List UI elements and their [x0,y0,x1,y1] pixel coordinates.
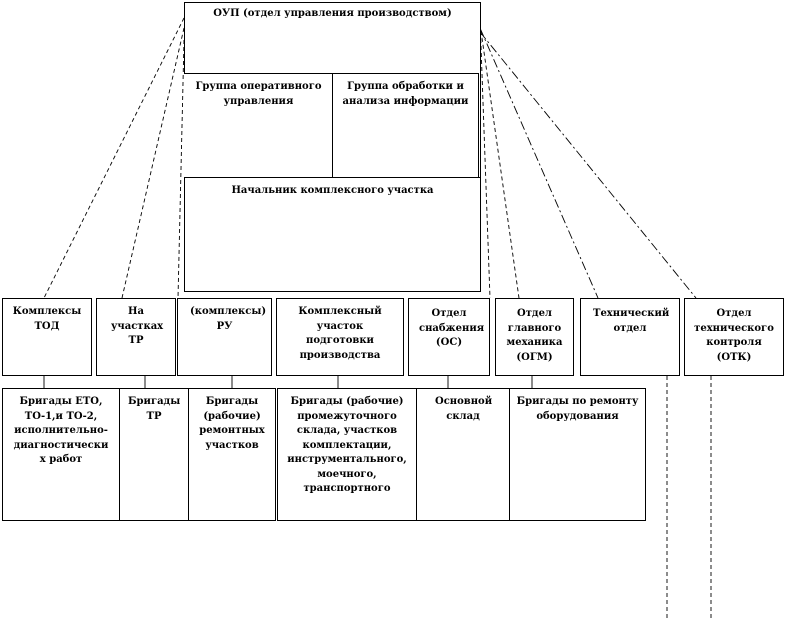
brigade-repair-sections: Бригады (рабочие) ремонтных участков [188,388,276,521]
chief-complex-section: Начальник комплексного участка [184,177,481,292]
dept-supply: Отдел снабжения (ОС) [408,298,490,376]
dept-tr-sections: На участках ТР [96,298,176,376]
dept-technical-control: Отдел технического контроля (ОТК) [684,298,784,376]
oup-title: ОУП (отдел управления производством) [213,8,452,19]
brigade-main-warehouse: Основной склад [416,388,510,521]
dept-chief-mechanic: Отдел главного механика (ОГМ) [495,298,574,376]
dept-tod-complexes: Комплексы ТОД [2,298,92,376]
group-operational: Группа оперативного управления [184,73,333,178]
brigade-eto-to: Бригады ЕТО, ТО-1,и ТО-2, исполнительно-диагностически х работ [2,388,120,521]
brigade-tr: Бригады ТР [119,388,189,521]
group-processing: Группа обработки и анализа информации [332,73,479,181]
dept-ru-complexes: (комплексы) РУ [177,298,272,376]
brigade-equipment-repair: Бригады по ремонту оборудования [509,388,646,521]
dept-technical: Технический отдел [580,298,680,376]
brigade-intermediate-warehouse: Бригады (рабочие) промежуточного склада, участков комплектации, инструментального, моечного, транспортного [277,388,417,521]
dept-preparation-section: Комплексный участок подготовки производства [276,298,404,376]
